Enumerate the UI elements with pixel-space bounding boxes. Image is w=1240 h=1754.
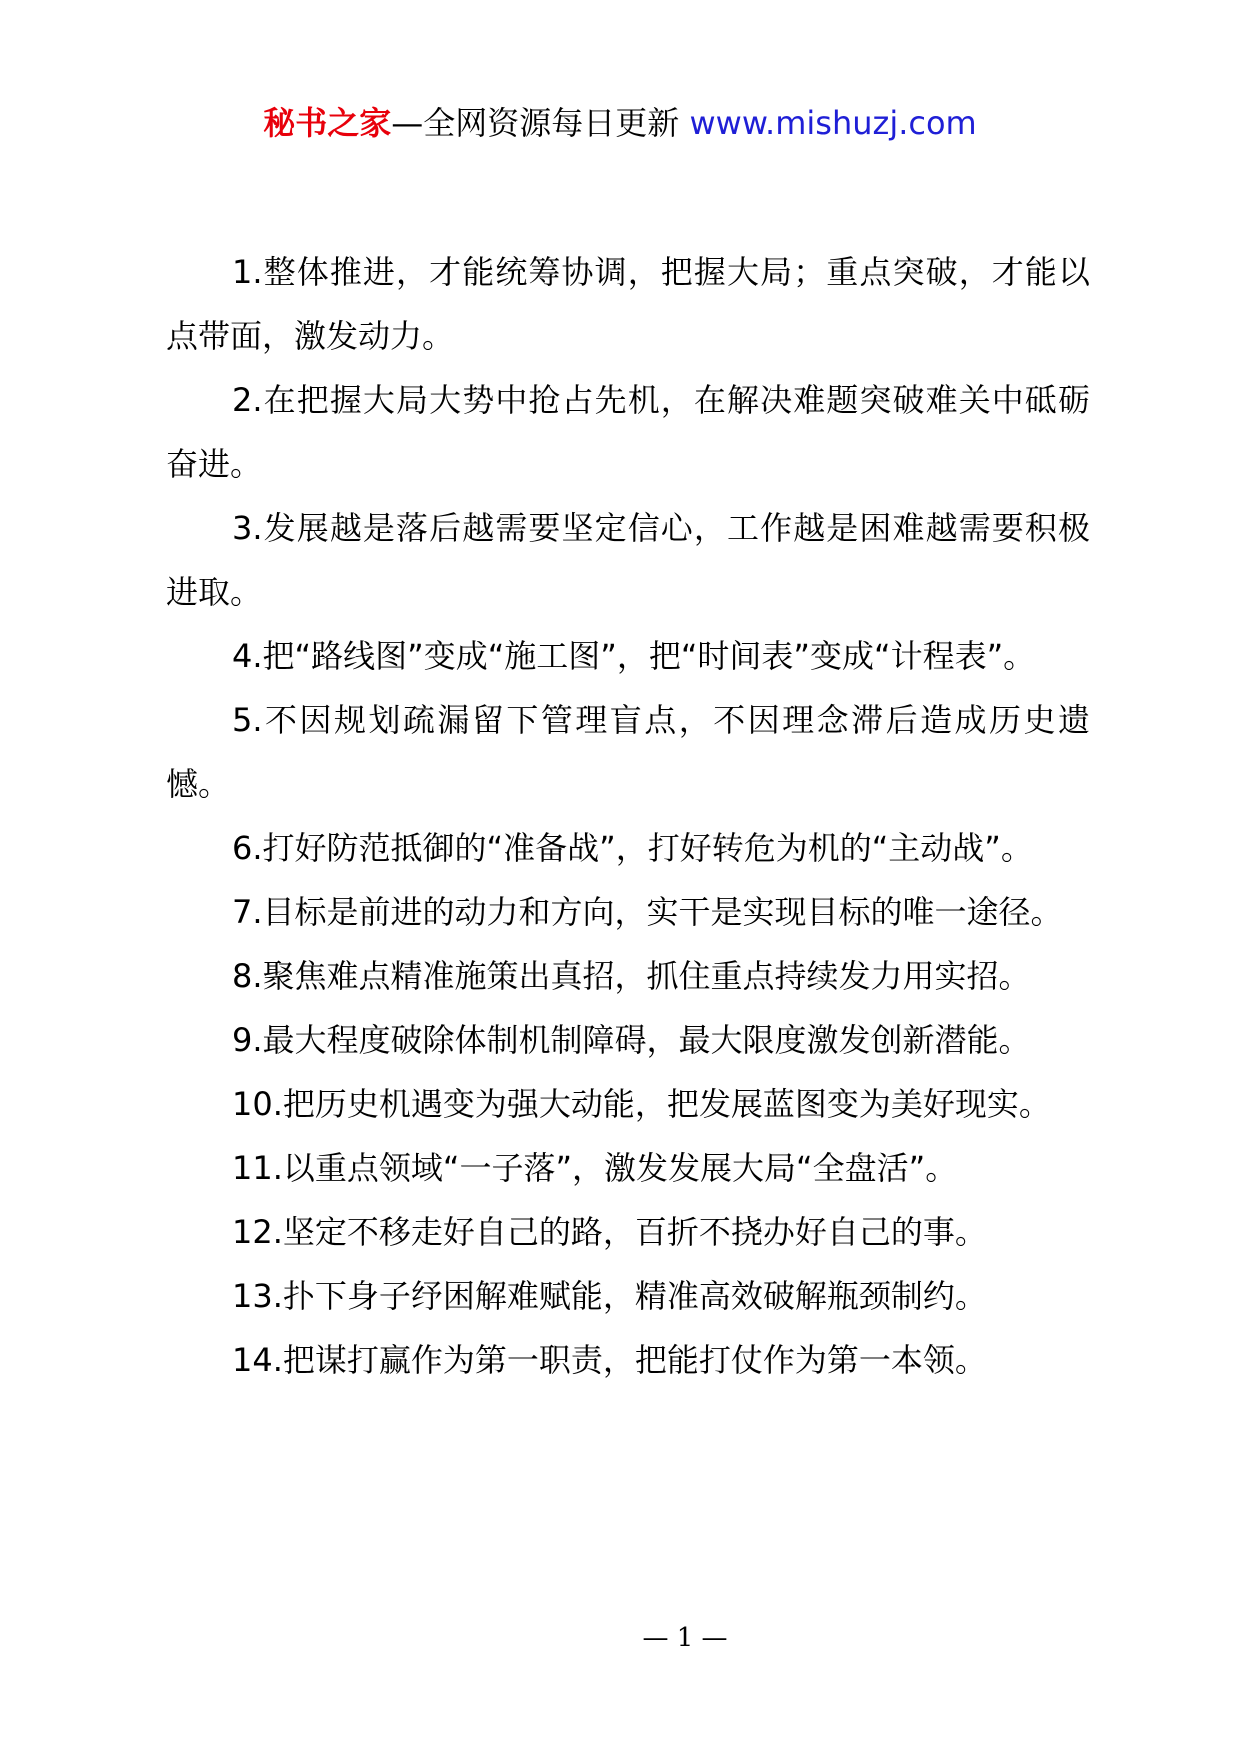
list-item: 12.坚定不移走好自己的路，百折不挠办好自己的事。 [232,1213,987,1251]
document-body [166,240,1090,1392]
list-item: 14.把谋打赢作为第一职责，把能打仗作为第一本领。 [232,1341,987,1379]
list-item: 7.目标是前进的动力和方向，实干是实现目标的唯一途径。 [232,893,1063,931]
site-url-link[interactable]: www.mishuzj.com [689,104,977,142]
list-item: 2.在把握大局大势中抢占先机，在解决难题突破难关中砥砺奋进。 [166,381,1090,483]
list-item: 8.聚焦难点精准施策出真招，抓住重点持续发力用实招。 [232,957,1031,995]
list-item: 1.整体推进，才能统筹协调，把握大局；重点突破，才能以点带面，激发动力。 [166,253,1090,355]
brand-name: 秘书之家 [263,104,392,142]
list-item: 5.不因规划疏漏留下管理盲点，不因理念滞后造成历史遗憾。 [166,701,1090,803]
header-tagline: —全网资源每日更新 [391,104,680,142]
list-item: 3.发展越是落后越需要坚定信心，工作越是困难越需要积极进取。 [166,509,1090,611]
list-item: 13.扑下身子纾困解难赋能，精准高效破解瓶颈制约。 [232,1277,987,1315]
list-item: 11.以重点领域“一子落”，激发发展大局“全盘活”。 [232,1149,958,1187]
list-item: 9.最大程度破除体制机制障碍，最大限度激发创新潜能。 [232,1021,1031,1059]
page-number: — 1 — [642,1623,728,1653]
list-item: 4.把“路线图”变成“施工图”，把“时间表”变成“计程表”。 [232,637,1036,675]
list-item: 10.把历史机遇变为强大动能，把发展蓝图变为美好现实。 [232,1085,1051,1123]
page-header [0,98,1240,148]
list-item: 6.打好防范抵御的“准备战”，打好转危为机的“主动战”。 [232,829,1033,867]
